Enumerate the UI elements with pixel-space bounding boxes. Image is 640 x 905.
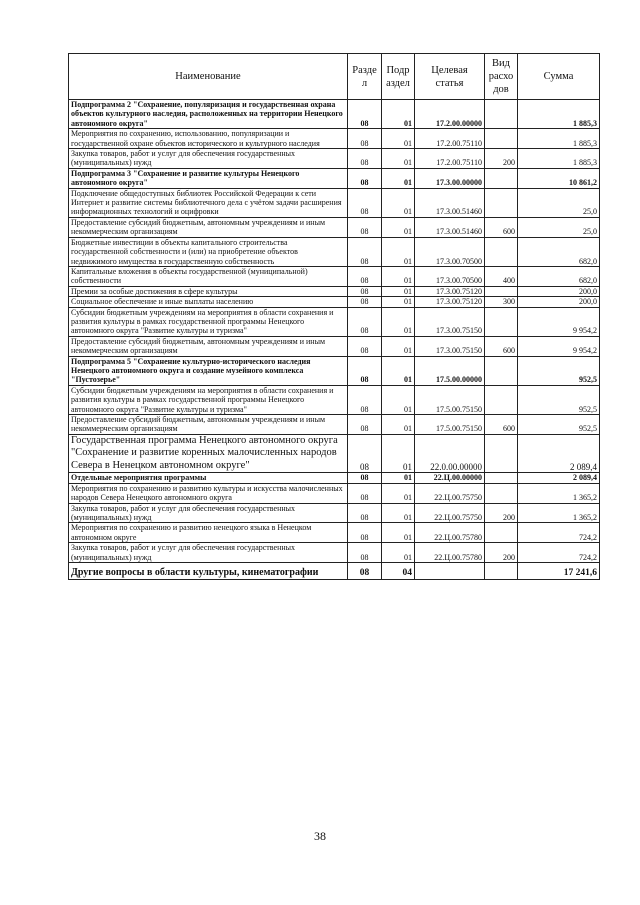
cell-section: 08 [348,168,382,188]
cell-section: 08 [348,237,382,266]
cell-kind [485,483,518,503]
cell-subsection: 01 [382,434,415,473]
cell-name: Субсидии бюджетным учреждениям на мероприятия в области сохранения и развития культуры в рамках государственной программы Ненецкого автономного округа "Развитие культуры и туризма" [69,307,348,336]
cell-section: 08 [348,543,382,563]
cell-subsection: 01 [382,415,415,435]
cell-subsection: 01 [382,543,415,563]
cell-section: 08 [348,297,382,307]
cell-target: 17.3.00.70500 [415,237,485,266]
table-row [69,523,600,543]
cell-subsection: 01 [382,307,415,336]
cell-subsection: 01 [382,356,415,385]
table-row [69,149,600,169]
cell-name: Мероприятия по сохранению, использованию, популяризации и государственной охране объектов исторического и культурного наследия [69,129,348,149]
cell-section: 08 [348,286,382,296]
cell-name: Подключение общедоступных библиотек Российской Федерации к сети Интернет и развитие системы библиотечного дела с учётом задачи расширения информационных технологий и оцифровки [69,188,348,217]
cell-name: Предоставление субсидий бюджетным, автономным учреждениям и иным некоммерческим организациям [69,336,348,356]
cell-subsection: 01 [382,286,415,296]
cell-target: 22.Ц.00.75780 [415,523,485,543]
table-row [69,307,600,336]
cell-kind: 200 [485,503,518,523]
cell-name: Подпрограмма 3 "Сохранение и развитие культуры Ненецкого автономного округа" [69,168,348,188]
cell-kind [485,434,518,473]
table-body [69,100,600,580]
cell-target: 17.3.00.75150 [415,307,485,336]
table-header-row [69,54,600,100]
cell-subsection: 01 [382,523,415,543]
cell-section: 08 [348,336,382,356]
cell-kind [485,356,518,385]
cell-name: Бюджетные инвестиции в объекты капитального строительства государственной собственности и (или) на приобретение объектов недвижимого имущества в государственную собственность [69,237,348,266]
table-row [69,129,600,149]
cell-sum: 25,0 [518,188,600,217]
cell-section: 08 [348,473,382,483]
cell-subsection: 01 [382,473,415,483]
cell-subsection: 01 [382,336,415,356]
cell-section: 08 [348,307,382,336]
cell-sum: 9 954,2 [518,336,600,356]
cell-target: 22.Ц.00.00000 [415,473,485,483]
table-row [69,266,600,286]
table-row [69,434,600,473]
cell-target: 17.5.00.75150 [415,415,485,435]
table-row [69,188,600,217]
cell-kind [485,286,518,296]
cell-target: 17.3.00.00000 [415,168,485,188]
cell-section: 08 [348,129,382,149]
cell-sum: 952,5 [518,356,600,385]
cell-subsection: 01 [382,188,415,217]
cell-subsection: 01 [382,266,415,286]
cell-kind [485,523,518,543]
cell-target: 17.2.00.75110 [415,129,485,149]
cell-sum: 682,0 [518,266,600,286]
cell-target: 22.0.00.00000 [415,434,485,473]
cell-name: Отдельные мероприятия программы [69,473,348,483]
header-kind: Вид расхо дов [485,54,518,100]
table-row [69,503,600,523]
cell-section: 08 [348,503,382,523]
table-row [69,297,600,307]
cell-sum: 1 365,2 [518,483,600,503]
page-number: 38 [314,829,326,843]
cell-subsection: 01 [382,217,415,237]
cell-sum: 724,2 [518,523,600,543]
cell-kind: 600 [485,336,518,356]
cell-subsection: 01 [382,297,415,307]
cell-name: Субсидии бюджетным учреждениям на мероприятия в области сохранения и развития культуры в рамках государственной программы Ненецкого автономного округа "Развитие культуры и туризма" [69,385,348,414]
cell-target: 17.3.00.70500 [415,266,485,286]
cell-name: Мероприятия по сохранению и развитию культуры и искусства малочисленных народов Севера Ненецкого автономного округа [69,483,348,503]
table-row [69,237,600,266]
cell-subsection: 01 [382,129,415,149]
cell-sum: 1 885,3 [518,100,600,129]
cell-sum: 2 089,4 [518,473,600,483]
cell-name: Подпрограмма 5 "Сохранение культурно-исторического наследия Ненецкого автономного округа и создание музейного комплекса "Пустозерье" [69,356,348,385]
cell-target: 17.2.00.00000 [415,100,485,129]
cell-target: 17.5.00.75150 [415,385,485,414]
cell-kind [485,562,518,579]
cell-subsection: 01 [382,237,415,266]
cell-name: Мероприятия по сохранению и развитию ненецкого языка в Ненецком автономном округе [69,523,348,543]
cell-sum: 25,0 [518,217,600,237]
cell-section: 08 [348,356,382,385]
cell-sum: 2 089,4 [518,434,600,473]
cell-sum: 10 861,2 [518,168,600,188]
cell-target: 17.5.00.00000 [415,356,485,385]
table-row [69,100,600,129]
table-row [69,168,600,188]
table-row [69,217,600,237]
cell-target: 22.Ц.00.75750 [415,483,485,503]
cell-kind: 600 [485,217,518,237]
cell-kind: 400 [485,266,518,286]
cell-kind [485,307,518,336]
cell-target: 17.3.00.75120 [415,286,485,296]
cell-sum: 952,5 [518,385,600,414]
cell-section: 08 [348,266,382,286]
table-row [69,356,600,385]
cell-section: 08 [348,523,382,543]
table-row [69,415,600,435]
header-name: Наименование [69,54,348,100]
cell-target: 17.3.00.75150 [415,336,485,356]
cell-name: Премии за особые достижения в сфере культуры [69,286,348,296]
cell-subsection: 01 [382,483,415,503]
cell-sum: 9 954,2 [518,307,600,336]
cell-name: Капитальные вложения в объекты государственной (муниципальной) собственности [69,266,348,286]
cell-kind: 300 [485,297,518,307]
header-sum: Сумма [518,54,600,100]
cell-sum: 682,0 [518,237,600,266]
cell-name: Закупка товаров, работ и услуг для обеспечения государственных (муниципальных) нужд [69,149,348,169]
table-row [69,385,600,414]
cell-target: 17.3.00.51460 [415,188,485,217]
cell-kind [485,129,518,149]
cell-name: Государственная программа Ненецкого автономного округа "Сохранение и развитие коренных малочисленных народов Севера в Ненецком автономном округе" [69,434,348,473]
cell-kind: 200 [485,543,518,563]
cell-sum: 17 241,6 [518,562,600,579]
cell-name: Подпрограмма 2 "Сохранение, популяризация и государственная охрана объектов культурного наследия, расположенных на территории Ненецкого автономного округа" [69,100,348,129]
cell-target: 17.2.00.75110 [415,149,485,169]
cell-kind [485,100,518,129]
cell-subsection: 01 [382,503,415,523]
cell-target: 17.3.00.51460 [415,217,485,237]
cell-target [415,562,485,579]
cell-sum: 952,5 [518,415,600,435]
table-row [69,286,600,296]
cell-name: Другие вопросы в области культуры, кинематографии [69,562,348,579]
cell-kind [485,237,518,266]
cell-name: Закупка товаров, работ и услуг для обеспечения государственных (муниципальных) нужд [69,503,348,523]
cell-kind [485,188,518,217]
cell-target: 17.3.00.75120 [415,297,485,307]
cell-section: 08 [348,149,382,169]
table-row [69,483,600,503]
cell-sum: 200,0 [518,297,600,307]
budget-table [68,53,600,580]
cell-subsection: 01 [382,149,415,169]
cell-subsection: 01 [382,100,415,129]
cell-subsection: 01 [382,385,415,414]
cell-section: 08 [348,385,382,414]
header-target: Целевая статья [415,54,485,100]
cell-section: 08 [348,415,382,435]
cell-name: Предоставление субсидий бюджетным, автономным учреждениям и иным некоммерческим организациям [69,217,348,237]
cell-kind [485,385,518,414]
cell-section: 08 [348,562,382,579]
cell-subsection: 04 [382,562,415,579]
cell-sum: 1 885,3 [518,149,600,169]
table-row [69,543,600,563]
cell-sum: 724,2 [518,543,600,563]
table-row [69,562,600,579]
table-row [69,473,600,483]
cell-target: 22.Ц.00.75750 [415,503,485,523]
cell-sum: 1 365,2 [518,503,600,523]
table-row [69,336,600,356]
cell-name: Закупка товаров, работ и услуг для обеспечения государственных (муниципальных) нужд [69,543,348,563]
cell-name: Предоставление субсидий бюджетным, автономным учреждениям и иным некоммерческим организациям [69,415,348,435]
cell-section: 08 [348,100,382,129]
cell-target: 22.Ц.00.75780 [415,543,485,563]
cell-kind: 600 [485,415,518,435]
cell-section: 08 [348,188,382,217]
cell-kind [485,473,518,483]
cell-section: 08 [348,483,382,503]
cell-sum: 200,0 [518,286,600,296]
cell-name: Социальное обеспечение и иные выплаты населению [69,297,348,307]
cell-section: 08 [348,434,382,473]
header-subsection: Подр аздел [382,54,415,100]
cell-section: 08 [348,217,382,237]
cell-sum: 1 885,3 [518,129,600,149]
cell-kind: 200 [485,149,518,169]
cell-kind [485,168,518,188]
header-section: Разде л [348,54,382,100]
cell-subsection: 01 [382,168,415,188]
